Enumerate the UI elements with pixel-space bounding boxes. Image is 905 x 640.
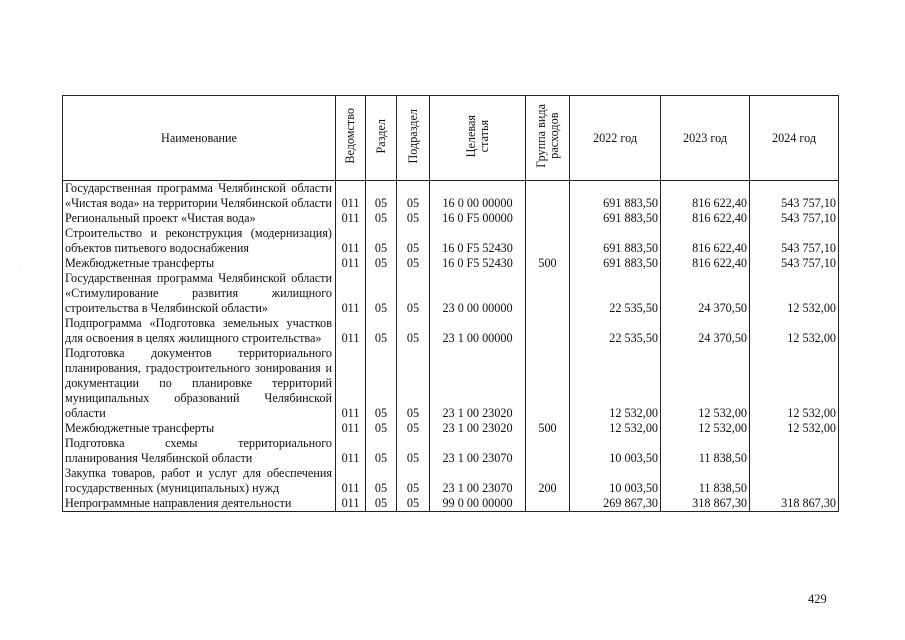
cell-section: 05 <box>366 256 397 271</box>
cell-dept: 011 <box>336 211 366 226</box>
cell-y2024: 12 532,00 <box>750 271 839 316</box>
header-2022: 2022 год <box>570 96 661 181</box>
cell-target: 23 1 00 23020 <box>430 346 526 421</box>
cell-target: 16 0 F5 52430 <box>430 256 526 271</box>
cell-name: Подпрограмма «Подготовка земельных участков для освоения в целях жилищного строительства» <box>63 316 336 346</box>
header-dept-label: Ведомство <box>343 108 357 164</box>
cell-name: Межбюджетные трансферты <box>63 256 336 271</box>
cell-subsection: 05 <box>397 271 430 316</box>
cell-y2022: 691 883,50 <box>570 226 661 256</box>
cell-target: 16 0 F5 00000 <box>430 211 526 226</box>
cell-target: 23 1 00 00000 <box>430 316 526 346</box>
cell-section: 05 <box>366 211 397 226</box>
table-row <box>63 496 839 512</box>
cell-section: 05 <box>366 421 397 436</box>
header-target-label <box>465 115 491 157</box>
cell-y2024: 12 532,00 <box>750 421 839 436</box>
table-row <box>63 436 839 466</box>
cell-section: 05 <box>366 226 397 256</box>
cell-dept: 011 <box>336 271 366 316</box>
header-target-line2: статья <box>476 119 491 153</box>
cell-name: Подготовка документов территориального планирования, градостроительного зонирования и документации по планировке территорий муниципальных образований Челябинской области <box>63 346 336 421</box>
page-number: 429 <box>808 592 827 606</box>
cell-y2023: 12 532,00 <box>661 421 750 436</box>
cell-y2023: 24 370,50 <box>661 316 750 346</box>
budget-table <box>62 95 839 512</box>
cell-subsection: 05 <box>397 436 430 466</box>
cell-group <box>526 226 570 256</box>
cell-y2024: 543 757,10 <box>750 181 839 212</box>
cell-group <box>526 346 570 421</box>
cell-dept: 011 <box>336 346 366 421</box>
header-group-label <box>535 104 561 168</box>
cell-y2023: 816 622,40 <box>661 226 750 256</box>
cell-section: 05 <box>366 271 397 316</box>
cell-target: 16 0 F5 52430 <box>430 226 526 256</box>
table-body <box>63 181 839 512</box>
table-row <box>63 256 839 271</box>
cell-y2023: 816 622,40 <box>661 211 750 226</box>
cell-subsection: 05 <box>397 226 430 256</box>
cell-y2023: 816 622,40 <box>661 256 750 271</box>
cell-group <box>526 271 570 316</box>
cell-group <box>526 181 570 212</box>
cell-y2024: 543 757,10 <box>750 226 839 256</box>
cell-dept: 011 <box>336 436 366 466</box>
cell-y2023: 11 838,50 <box>661 466 750 496</box>
cell-y2022: 691 883,50 <box>570 211 661 226</box>
table-row <box>63 211 839 226</box>
cell-name: Закупка товаров, работ и услуг для обеспечения государственных (муниципальных) нужд <box>63 466 336 496</box>
cell-y2023: 12 532,00 <box>661 346 750 421</box>
cell-y2022: 269 867,30 <box>570 496 661 512</box>
cell-group: 200 <box>526 466 570 496</box>
cell-name: Подготовка схемы территориального планирования Челябинской области <box>63 436 336 466</box>
cell-name: Межбюджетные трансферты <box>63 421 336 436</box>
cell-dept: 011 <box>336 256 366 271</box>
cell-target: 23 0 00 00000 <box>430 271 526 316</box>
header-target-line1: Целевая <box>463 114 478 158</box>
table-row <box>63 226 839 256</box>
cell-y2024 <box>750 436 839 466</box>
header-group-line1: Группа вида <box>533 104 548 168</box>
cell-y2022: 12 532,00 <box>570 421 661 436</box>
cell-subsection: 05 <box>397 316 430 346</box>
table-row <box>63 466 839 496</box>
cell-y2024 <box>750 466 839 496</box>
table-row <box>63 181 839 212</box>
cell-group <box>526 316 570 346</box>
header-section <box>366 96 397 181</box>
cell-dept: 011 <box>336 316 366 346</box>
header-subsection <box>397 96 430 181</box>
cell-y2022: 22 535,50 <box>570 271 661 316</box>
cell-y2023: 318 867,30 <box>661 496 750 512</box>
table-row <box>63 346 839 421</box>
cell-group <box>526 496 570 512</box>
cell-subsection: 05 <box>397 421 430 436</box>
cell-name: Непрограммные направления деятельности <box>63 496 336 512</box>
cell-subsection: 05 <box>397 466 430 496</box>
cell-target: 23 1 00 23070 <box>430 466 526 496</box>
cell-section: 05 <box>366 316 397 346</box>
header-section-label: Раздел <box>373 118 388 154</box>
header-dept <box>336 96 366 181</box>
header-target <box>430 96 526 181</box>
header-subsection-label: Подраздел <box>405 108 420 164</box>
cell-name: Строительство и реконструкция (модернизация) объектов питьевого водоснабжения <box>63 226 336 256</box>
cell-dept: 011 <box>336 466 366 496</box>
cell-target: 16 0 00 00000 <box>430 181 526 212</box>
cell-dept: 011 <box>336 226 366 256</box>
cell-y2024: 543 757,10 <box>750 211 839 226</box>
cell-y2022: 10 003,50 <box>570 436 661 466</box>
cell-subsection: 05 <box>397 211 430 226</box>
cell-section: 05 <box>366 181 397 212</box>
header-group <box>526 96 570 181</box>
header-2024: 2024 год <box>750 96 839 181</box>
cell-dept: 011 <box>336 181 366 212</box>
cell-y2023: 11 838,50 <box>661 436 750 466</box>
cell-y2022: 10 003,50 <box>570 466 661 496</box>
cell-y2024: 12 532,00 <box>750 346 839 421</box>
scan-artifact: · <box>18 262 21 272</box>
table-row <box>63 271 839 316</box>
cell-subsection: 05 <box>397 496 430 512</box>
cell-y2023: 816 622,40 <box>661 181 750 212</box>
cell-name: Государственная программа Челябинской области «Стимулирование развития жилищного строительства в Челябинской области» <box>63 271 336 316</box>
cell-target: 23 1 00 23020 <box>430 421 526 436</box>
cell-y2022: 12 532,00 <box>570 346 661 421</box>
cell-y2022: 22 535,50 <box>570 316 661 346</box>
cell-y2022: 691 883,50 <box>570 181 661 212</box>
table-row <box>63 421 839 436</box>
cell-target: 99 0 00 00000 <box>430 496 526 512</box>
cell-target: 23 1 00 23070 <box>430 436 526 466</box>
cell-subsection: 05 <box>397 346 430 421</box>
cell-name: Региональный проект «Чистая вода» <box>63 211 336 226</box>
cell-subsection: 05 <box>397 256 430 271</box>
header-group-line2: расходов <box>546 112 561 160</box>
table-header-row <box>63 96 839 181</box>
cell-section: 05 <box>366 436 397 466</box>
cell-name: Государственная программа Челябинской области «Чистая вода» на территории Челябинской области <box>63 181 336 212</box>
table-row <box>63 316 839 346</box>
header-name: Наименование <box>63 96 336 181</box>
cell-dept: 011 <box>336 421 366 436</box>
cell-section: 05 <box>366 496 397 512</box>
cell-group: 500 <box>526 256 570 271</box>
cell-y2023: 24 370,50 <box>661 271 750 316</box>
cell-section: 05 <box>366 346 397 421</box>
cell-subsection: 05 <box>397 181 430 212</box>
cell-y2022: 691 883,50 <box>570 256 661 271</box>
cell-group: 500 <box>526 421 570 436</box>
cell-dept: 011 <box>336 496 366 512</box>
cell-section: 05 <box>366 466 397 496</box>
cell-y2024: 543 757,10 <box>750 256 839 271</box>
header-2023: 2023 год <box>661 96 750 181</box>
cell-y2024: 318 867,30 <box>750 496 839 512</box>
cell-y2024: 12 532,00 <box>750 316 839 346</box>
cell-group <box>526 211 570 226</box>
cell-group <box>526 436 570 466</box>
